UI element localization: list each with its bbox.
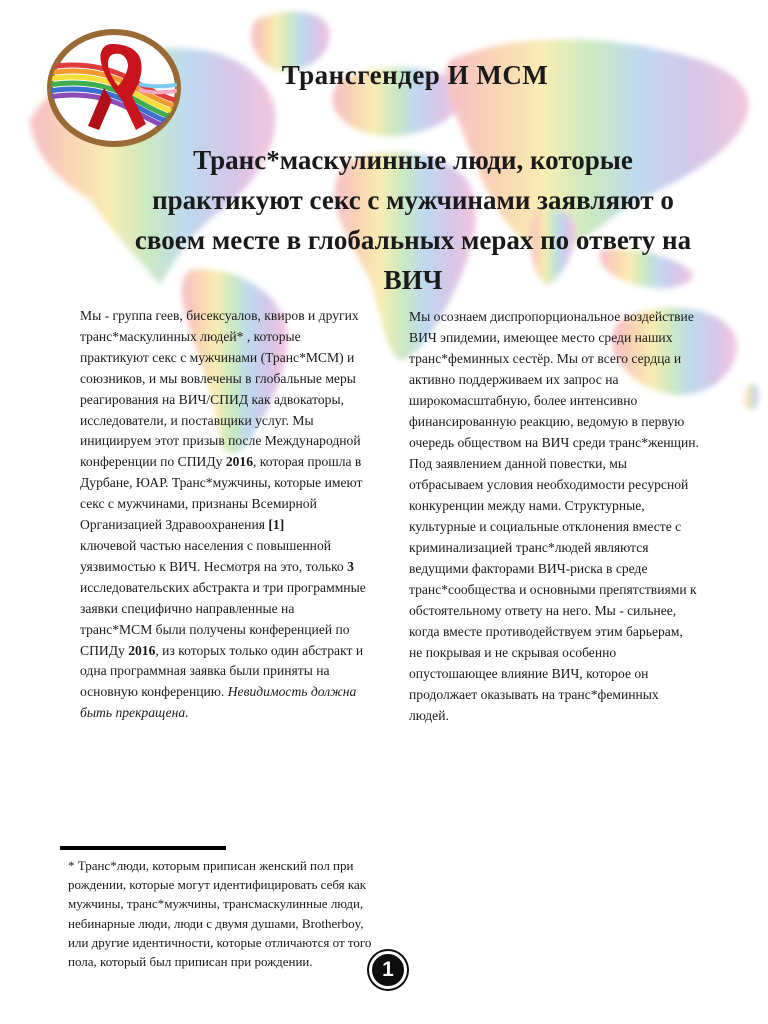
headline: Транс*маскулинные люди, которые практикуют секс с мужчинами заявляют о своем месте в глобальных мерах по ответу на ВИЧ — [134, 145, 692, 295]
footnote-reference: [1] — [268, 517, 285, 533]
left-column-p4: исследовательских абстракта и три программные заявки специфично направленные на транс*МСМ были получены конференцией по СПИДу — [80, 579, 366, 658]
page-number-badge: 1 — [369, 951, 407, 989]
left-column-text — [80, 306, 370, 724]
left-column-p1: Мы - группа геев, бисексуалов, квиров и других транс*маскулинных людей* , которые практикуют секс с мужчинами (Транс*МСМ) и союзников, и мы вовлечены в глобальные меры реагирования на ВИЧ/СПИД как адвокаторы, исследователи, и поставщики услуг. Мы инициируем этот призыв после Международной конференции по СПИДу — [80, 308, 361, 470]
number-3-bold: 3 — [347, 558, 354, 574]
right-column-text: Мы осознаем диспропорциональное воздействие ВИЧ эпидемии, имеющее место среди наших транс*феминных сестёр. Мы от всего сердца и активно поддерживаем их запрос на широкомасштабную, более интенсивно финансированную реакцию, ведомую в первую очередь обществом на ВИЧ среди транс*женщин. Под заявлением данной повестки, мы отбрасываем условия необходимости ресурсной конкуренции между нами. Структурные, культурные и социальные отклонения вместе с криминализацией транс*людей являются ведущими факторами ВИЧ-риска в среде транс*сообщества и основными препятствиями к обстоятельному ответу на него. Мы - сильнее, когда вместе противодействуем этим барьерам, не покрывая и не скрывая особенно опустошающее влияние ВИЧ, которое он продолжает оказывать на транс*феминных людей. — [409, 309, 699, 723]
left-column-p2: , которая прошла в Дурбане, ЮАР. Транс*мужчины, которые имеют секс с мужчинами, признаны Всемирной Организацией Здравоохранения — [80, 454, 363, 533]
header-title: Трансгендер И МСМ — [281, 60, 549, 90]
footnote: * Транс*люди, которым приписан женский пол при рождении, которые могут идентифицировать себя как мужчины, транс*мужчины, трансмаскулинные люди, небинарные люди, люди с двумя душами, Brotherboy, или другие идентичности, которые отличаются от того пола, который был приписан при рождении. — [68, 858, 372, 970]
left-column-p3: ключевой частью населения с повышенной уязвимостью к ВИЧ. Несмотря на это, только — [80, 537, 344, 574]
red-ribbon-rainbow-icon — [44, 26, 184, 150]
footnote-divider — [60, 846, 226, 850]
year-2016-bold: 2016 — [225, 454, 253, 470]
year-2016-bold-2: 2016 — [128, 642, 156, 658]
left-column-p5: , из которых только один абстракт и одна программная заявка были приняты на основную конференцию. — [80, 642, 364, 700]
emphasis-text: Невидимость должна быть прекращена. — [80, 684, 357, 721]
